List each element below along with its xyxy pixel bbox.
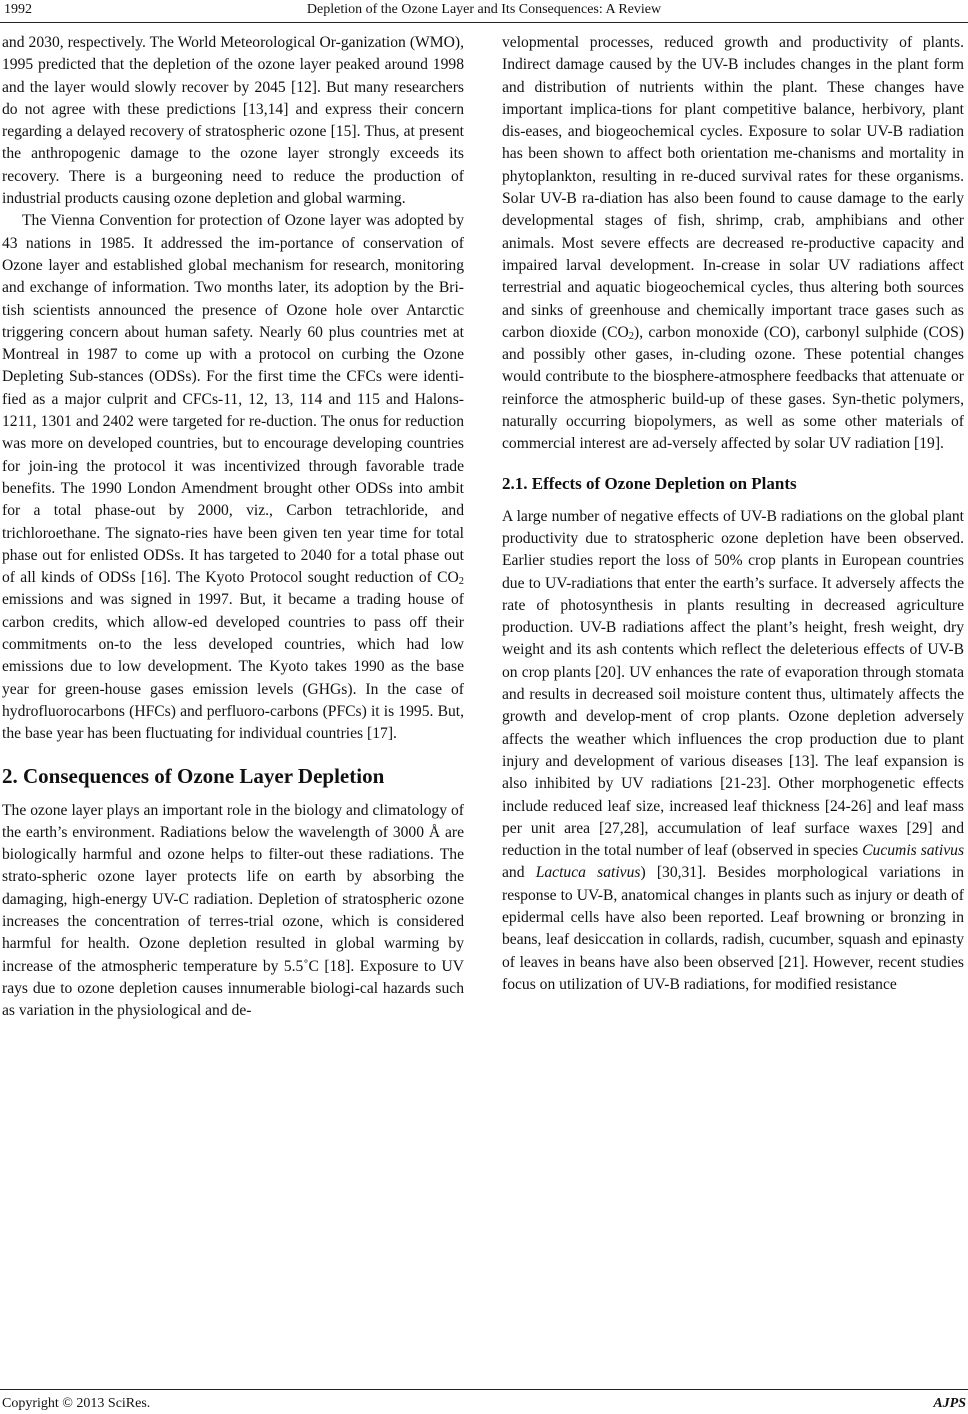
footer-rule [0,1389,968,1390]
paragraph-text: ), carbon monoxide (CO), carbonyl sulphide (COS) and possibly other gases, in-cluding ozone. These potential changes would contribute to the biosphere-atmosphere feedbacks that attenuate or reinforce the atmospheric build-up of these gases. Syn-thetic polymers, naturally occurring biopolymers, as well as some other materials of commercial interest are ad-versely affected by solar UV radiation [19]. [502,323,964,453]
paragraph: The ozone layer plays an important role in the biology and climatology of the earth’s environment. Radiations below the wavelength of 3000 Å are biologically harmful and ozone helps to filter-out these radiations. The strato-spheric ozone layer protects life on earth by absorbing the damaging, high-energy UV-C radiation. Depletion of stratospheric ozone increases the concentration of terres-trial ozone, which is considered harmful for health. Ozone depletion resulted in global warming by increase of the atmospheric temperature by 5.5˚C [18]. Exposure to UV rays due to ozone depletion causes innumerable biologi-cal hazards such as variation in the physiological and de- [2,801,464,1020]
paragraph-text: and [502,864,536,882]
left-column [2,32,464,1022]
subsection-heading: 2.1. Effects of Ozone Depletion on Plants [502,473,797,493]
header-rule [0,22,968,23]
paragraph-text: emissions and was signed in 1997. But, it became a trading house of carbon credits, which allow-ed developed countries to pass off their commitments on-to the less developed countries, which had low emissions due to low development. The Kyoto takes 1990 as the base year for green-house gases emission levels (GHGs). In the case of hydrofluorocarbons (HFCs) and perfluoro-carbons (PFCs) it is 1995. But, the base year has been fluctuating for individual countries [17]. [2,591,464,743]
paragraph-text: A large number of negative effects of UV-B radiations on the global plant productivity due to stratospheric ozone depletion have been observed. Earlier studies report the loss of 50% crop plants in European countries due to UV-radiations that enter the earth’s surface. It adversely affects the rate of photosynthesis in plants resulting in decreased agriculture production. UV-B radiations affect the plant’s height, fresh weight, dry weight and its ash contents which reflect the deleterious effects of UV-B on crop plants [20]. UV enhances the rate of evaporation through stomata and results in decreased soil moisture content thus, ultimately affects the growth and develop-ment of crop plants. Ozone depletion adversely affects the weather which influences the crop production due to plant injury and development of various diseases [13]. The leaf expansion is also inhibited by UV radiations [21-23]. Other morphogenetic effects include reduced leaf size, increased leaf thickness [24-26] and leaf mass per unit area [27,28], accumulation of leaf surface waxes [29] and reduction in the total number of leaf (observed in species [502,507,964,860]
subscript: 2 [458,576,464,588]
paragraph-text: The Vienna Convention for protection of Ozone layer was adopted by 43 nations in 1985. It addressed the im-portance of conservation of Ozone layer and established global mechanism for research, monitoring and exchange of information. Two months later, its adoption by the Bri-tish scientists announced the presence of Ozone hole over Antarctic triggering concern about human safety. Nearly 60 plus countries met at Montreal in 1987 to come up with a protocol on curbing the Ozone Depleting Sub-stances (ODSs). For the first time the CFCs were identi-fied as a major culprit and CFCs-11, 12, 13, 114 and 115 and Halons-1211, 1301 and 2402 were targeted for re-duction. The onus for reduction was more on developed countries, but to encourage developing countries for join-ing the protocol it was incentivized through favorable trade benefits. The 1990 London Amendment brought other ODSs into ambit for a total phase-out by 2000, viz., Carbon tetrachloride, and trichloroethane. The signato-ries have been given ten year time for total phase out for enlisted ODSs. It has targeted to 2040 for a total phase out of all kinds of ODSs [16]. The Kyoto Protocol sought reduction of CO [2,212,464,587]
paragraph [2,210,464,745]
paragraph-text: ) [30,31]. Besides morphological variations in response to UV-B, anatomical changes in plants such as injury or death of epidermal cells have also been reported. Leaf browning or bronzing in beans, leaf desiccation in collards, radish, cucumber, squash and epinasty of leaves in beans have also been observed [21]. However, recent studies focus on utilization of UV-B radiations, for modified resistance [502,864,964,993]
species-name: Lactuca sativus [535,864,641,882]
species-name: Cucumis sativus [862,842,965,860]
page-footer [0,1382,968,1414]
page-number: 1992 [4,2,32,17]
paragraph [502,32,964,456]
paragraph-text: velopmental processes, reduced growth and productivity of plants. Indirect damage caused by the UV-B includes changes in the plant form and distribution of nutrients within the plant. These changes have important implica-tions for plant competitive balance, herbivory, plant dis-eases, and biogeochemical cycles. Exposure to solar UV-B radiation has been shown to affect both orientation me-chanisms and mortality in phytoplankton, resulting in re-duced survival rates for these organisms. Solar UV-B ra-diation has also been found to cause damage to the early developmental stages of fish, shrimp, crab, amphibians and other animals. Most severe effects are decreased re-productive capacity and impaired larval development. In-crease in solar UV radiations affect terrestrial and aquatic biogeochemical cycles, thus altering both sources and sinks of greenhouse and chemically important trace gases such as carbon dioxide (CO [502,34,964,341]
subscript: 2 [628,330,634,342]
copyright-text: Copyright © 2013 SciRes. [2,1396,151,1411]
page-header [0,0,968,24]
right-column [502,32,964,996]
running-title: Depletion of the Ozone Layer and Its Consequences: A Review [306,2,662,17]
journal-abbreviation: AJPS [933,1396,966,1411]
paragraph [502,506,964,997]
section-heading: 2. Consequences of Ozone Layer Depletion [2,763,385,788]
paragraph: and 2030, respectively. The World Meteorological Or-ganization (WMO), 1995 predicted that the depletion of the ozone layer peaked around 1998 and the layer would slowly recover by 2045 [12]. But many researchers do not agree with these predictions [13,14] and express their concern regarding a delayed recovery of stratospheric ozone [15]. Thus, at present the anthropogenic damage to the ozone layer strongly exceeds its recovery. There is a burgeoning need to reduce the production of industrial products causing ozone depletion and global warming. [2,34,464,208]
